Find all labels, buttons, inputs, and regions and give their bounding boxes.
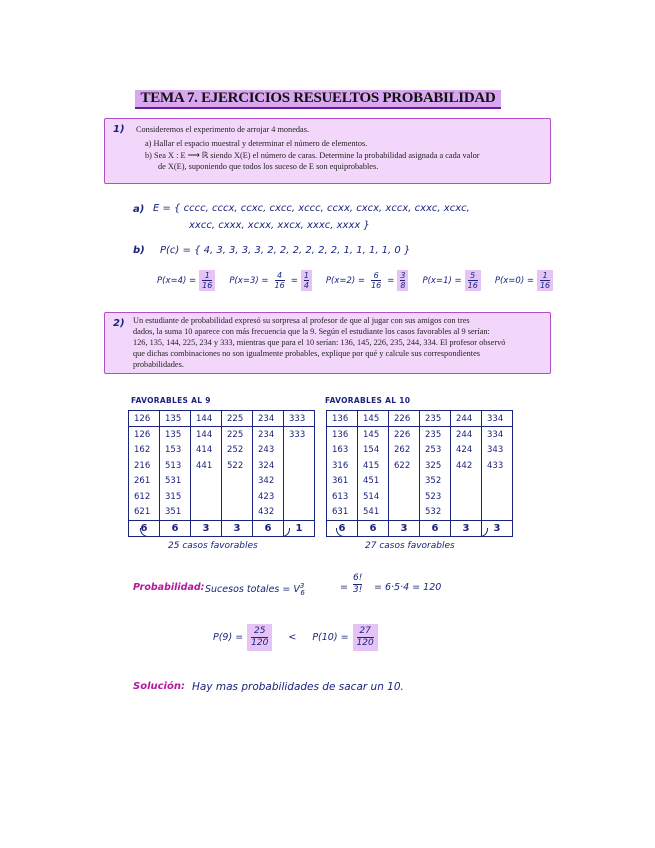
table-cell: 531 xyxy=(160,474,191,490)
prob-x2-fraction xyxy=(368,270,384,291)
table-cell: 433 xyxy=(482,458,513,474)
table-cell: 252 xyxy=(222,443,253,459)
factorial-num: 6! xyxy=(353,573,363,583)
table-row xyxy=(327,505,513,521)
table-cell: 144 xyxy=(191,411,222,427)
prob-x1-num: 5 xyxy=(470,271,476,280)
table-row xyxy=(129,458,315,474)
prob-x4-fraction xyxy=(199,270,215,291)
p10-label: P(10) = xyxy=(312,632,349,643)
table-cell: 1 xyxy=(284,521,315,537)
table-cell: 324 xyxy=(253,458,284,474)
prob-x2-den: 16 xyxy=(371,281,382,290)
table-cell: 6 xyxy=(327,521,358,537)
table-cell: 6 xyxy=(358,521,389,537)
table-cell: 333 xyxy=(284,411,315,427)
table-cell: 621 xyxy=(129,505,160,521)
prob-x3-den2: 4 xyxy=(303,281,309,290)
table-cell: 3 xyxy=(191,521,222,537)
table-cell: 622 xyxy=(389,458,420,474)
prob-x1-fraction xyxy=(465,270,481,291)
prob-x4-den: 16 xyxy=(202,281,213,290)
table-cell xyxy=(284,505,315,521)
table-cell: 234 xyxy=(253,411,284,427)
table-row xyxy=(129,489,315,505)
table-cell xyxy=(482,474,513,490)
favorables-9-label: FAVORABLES AL 9 xyxy=(131,396,211,405)
table-cell xyxy=(191,474,222,490)
prob-x3-num: 4 xyxy=(277,271,283,280)
table-cell: 3 xyxy=(389,521,420,537)
table-row xyxy=(327,489,513,505)
table-cell: 333 xyxy=(284,427,315,443)
table-cell: 126 xyxy=(129,427,160,443)
prob-x0-num: 1 xyxy=(542,271,548,280)
table-cell: 424 xyxy=(451,443,482,459)
prob-x0-label: P(x=0) = xyxy=(494,275,534,286)
table-cell: 352 xyxy=(420,474,451,490)
table-cell: 145 xyxy=(358,427,389,443)
table-cell: 153 xyxy=(160,443,191,459)
exercise-2-line2: dados, la suma 10 aparece con más frecuencia que la 9. Según el estudiante los casos favorables al 9 serían: xyxy=(133,327,490,336)
table-cell: 216 xyxy=(129,458,160,474)
table-cell: 343 xyxy=(482,443,513,459)
table-cell xyxy=(284,489,315,505)
table-cell xyxy=(222,505,253,521)
table-cell: 3 xyxy=(451,521,482,537)
prob-x0-fraction xyxy=(537,270,553,291)
table-cell: 3 xyxy=(482,521,513,537)
table-row xyxy=(327,427,513,443)
prob-x4-label: P(x=4) = xyxy=(157,275,197,286)
table-row xyxy=(129,443,315,459)
less-than: < xyxy=(288,632,297,643)
p10-fraction xyxy=(353,624,378,651)
prob-x4 xyxy=(157,270,215,291)
table-cell xyxy=(191,489,222,505)
table-cell: 262 xyxy=(389,443,420,459)
table-cell: 442 xyxy=(451,458,482,474)
table-cell: 225 xyxy=(222,411,253,427)
table-cell: 6 xyxy=(420,521,451,537)
prob-x4-num: 1 xyxy=(204,271,210,280)
favorables-10-table xyxy=(326,410,513,537)
exercise-2-number: 2) xyxy=(113,318,125,329)
page-title: TEMA 7. EJERCICIOS RESUELTOS PROBABILIDAD xyxy=(135,90,501,109)
favorables-9-caption: 25 casos favorables xyxy=(168,541,258,551)
p9-expression xyxy=(213,624,378,651)
values-list: P(c) = { 4, 3, 3, 3, 3, 2, 2, 2, 2, 2, 2, 1, 1, 1, 1, 0 } xyxy=(160,245,411,256)
table-cell xyxy=(284,458,315,474)
table-cell: 514 xyxy=(358,489,389,505)
table-cell: 145 xyxy=(358,411,389,427)
exercise-2-statement xyxy=(104,312,551,374)
table-cell: 3 xyxy=(222,521,253,537)
prob-x2-den2: 8 xyxy=(400,281,406,290)
brace-9 xyxy=(140,528,290,537)
prob-x0 xyxy=(495,270,553,291)
table-cell xyxy=(191,505,222,521)
table-cell: 244 xyxy=(451,411,482,427)
solution-label: Solución: xyxy=(133,681,185,692)
table-cell xyxy=(451,474,482,490)
prob-x1 xyxy=(422,270,480,291)
table-cell xyxy=(389,505,420,521)
table-cell: 235 xyxy=(420,427,451,443)
table-cell: 136 xyxy=(327,427,358,443)
exercise-1-number: 1) xyxy=(113,124,125,135)
prob-x2-simplified xyxy=(397,270,408,291)
table-row xyxy=(129,474,315,490)
table-header-row xyxy=(129,411,315,427)
total-outcomes-label: Sucesos totales = V xyxy=(205,584,300,596)
result-text: = 6·5·4 = 120 xyxy=(374,582,442,593)
table-cell: 432 xyxy=(253,505,284,521)
prob-x1-label: P(x=1) = xyxy=(422,275,462,286)
table-cell xyxy=(451,505,482,521)
p9-num: 25 xyxy=(254,626,266,636)
prob-x3-eq: = xyxy=(290,275,298,286)
p9-den: 120 xyxy=(251,638,269,648)
prob-x3-fraction xyxy=(272,270,288,291)
prob-x0-den: 16 xyxy=(539,281,551,290)
prob-x2-eq: = xyxy=(387,275,395,286)
table-cell xyxy=(284,474,315,490)
table-cell: 361 xyxy=(327,474,358,490)
total-outcomes-text xyxy=(205,582,305,597)
p10-num: 27 xyxy=(359,626,371,636)
exercise-1-part-b-line1: b) Sea X : E ⟶ ℝ siendo X(E) el número de caras. Determine la probabilidad asignada a cada valor xyxy=(145,151,480,160)
p10-den: 120 xyxy=(356,638,374,648)
sol-a-label: a) xyxy=(133,204,145,215)
exercise-1-statement xyxy=(104,118,551,184)
exercise-2-line3: 126, 135, 144, 225, 234 y 333, mientras que para el 10 serían: 136, 145, 226, 235, 244, 334. El profesor observó xyxy=(133,338,506,347)
variation-sub: 6 xyxy=(300,589,305,598)
factorial-den: 3! xyxy=(353,585,363,595)
table-cell: 226 xyxy=(389,411,420,427)
table-cell: 225 xyxy=(222,427,253,443)
table-cell: 135 xyxy=(160,411,191,427)
prob-x3-den: 16 xyxy=(274,281,285,290)
prob-x2-num: 6 xyxy=(373,271,379,280)
table-cell: 451 xyxy=(358,474,389,490)
table-cell: 513 xyxy=(160,458,191,474)
table-cell: 423 xyxy=(253,489,284,505)
brace-10 xyxy=(336,528,488,537)
exercise-2-line1: Un estudiante de probabilidad expresó su sorpresa al profesor de que al jugar con sus amigos con tres xyxy=(133,316,470,325)
probability-label: Probabilidad: xyxy=(133,582,205,593)
table-cell: 523 xyxy=(420,489,451,505)
exercise-1-part-a: a) Hallar el espacio muestral y determinar el número de elementos. xyxy=(145,139,368,148)
table-cell xyxy=(451,489,482,505)
prob-x3-num2: 1 xyxy=(303,271,309,280)
table-cell xyxy=(222,489,253,505)
table-cell: 613 xyxy=(327,489,358,505)
exercise-2-line4: que dichas combinaciones no son igualmente probables, explique por qué y calcule sus correspondientes xyxy=(133,349,480,358)
table-cell: 334 xyxy=(482,427,513,443)
table-cell: 315 xyxy=(160,489,191,505)
table-cell: 334 xyxy=(482,411,513,427)
table-cell: 226 xyxy=(389,427,420,443)
table-cell: 244 xyxy=(451,427,482,443)
solution-text: Hay mas probabilidades de sacar un 10. xyxy=(192,681,404,693)
table-cell xyxy=(389,474,420,490)
favorables-10-caption: 27 casos favorables xyxy=(365,541,455,551)
sample-space-line2: xxcc, cxxx, xcxx, xxcx, xxxc, xxxx } xyxy=(189,220,370,231)
table-cell: 154 xyxy=(358,443,389,459)
table-row xyxy=(327,458,513,474)
table-cell: 325 xyxy=(420,458,451,474)
table-cell: 441 xyxy=(191,458,222,474)
table-cell: 136 xyxy=(327,411,358,427)
prob-x2 xyxy=(326,270,409,291)
exercise-1-intro: Consideremos el experimento de arrojar 4 monedas. xyxy=(136,125,310,134)
factorial-fraction xyxy=(350,572,365,597)
table-cell: 351 xyxy=(160,505,191,521)
table-cell: 261 xyxy=(129,474,160,490)
table-row xyxy=(327,474,513,490)
table-cell: 235 xyxy=(420,411,451,427)
table-cell: 234 xyxy=(253,427,284,443)
table-cell: 126 xyxy=(129,411,160,427)
prob-x2-num2: 3 xyxy=(400,271,406,280)
variation-sup: 3 xyxy=(299,582,305,590)
prob-x2-label: P(x=2) = xyxy=(325,275,366,286)
table-cell: 135 xyxy=(160,427,191,443)
table-cell: 631 xyxy=(327,505,358,521)
p9-fraction xyxy=(247,624,272,651)
table-header-row xyxy=(327,411,513,427)
table-cell: 162 xyxy=(129,443,160,459)
table-cell xyxy=(482,505,513,521)
table-cell: 243 xyxy=(253,443,284,459)
table-cell: 612 xyxy=(129,489,160,505)
prob-x3-simplified xyxy=(301,270,312,291)
table-cell xyxy=(284,443,315,459)
table-cell: 6 xyxy=(160,521,191,537)
table-cell: 253 xyxy=(420,443,451,459)
table-cell xyxy=(389,489,420,505)
table-cell: 163 xyxy=(327,443,358,459)
table-cell xyxy=(482,489,513,505)
favorables-10-label: FAVORABLES AL 10 xyxy=(325,396,411,405)
exercise-2-line5: probabilidades. xyxy=(133,360,184,369)
prob-x3-label: P(x=3) = xyxy=(229,275,269,286)
table-row xyxy=(129,427,315,443)
table-cell: 415 xyxy=(358,458,389,474)
table-cell: 6 xyxy=(253,521,284,537)
table-cell xyxy=(222,474,253,490)
table-cell: 541 xyxy=(358,505,389,521)
exercise-1-part-b-line2: de X(E), suponiendo que todos los suceso de E son equiprobables. xyxy=(158,162,379,171)
table-cell: 316 xyxy=(327,458,358,474)
table-row xyxy=(327,443,513,459)
table-row xyxy=(129,505,315,521)
sol-b-label: b) xyxy=(133,245,145,256)
prob-x1-den: 16 xyxy=(467,281,478,290)
prob-x3 xyxy=(229,270,312,291)
probability-row xyxy=(157,270,553,291)
p9-label: P(9) = xyxy=(213,632,244,643)
table-cell: 414 xyxy=(191,443,222,459)
table-cell: 6 xyxy=(129,521,160,537)
table-cell: 144 xyxy=(191,427,222,443)
table-cell: 522 xyxy=(222,458,253,474)
table-cell: 342 xyxy=(253,474,284,490)
table-cell: 532 xyxy=(420,505,451,521)
equals-sign: = xyxy=(340,582,348,593)
sample-space-line1: E = { cccc, cccx, ccxc, cxcc, xccc, ccxx, cxcx, xccx, cxxc, xcxc, xyxy=(153,203,470,214)
favorables-9-table xyxy=(128,410,315,537)
